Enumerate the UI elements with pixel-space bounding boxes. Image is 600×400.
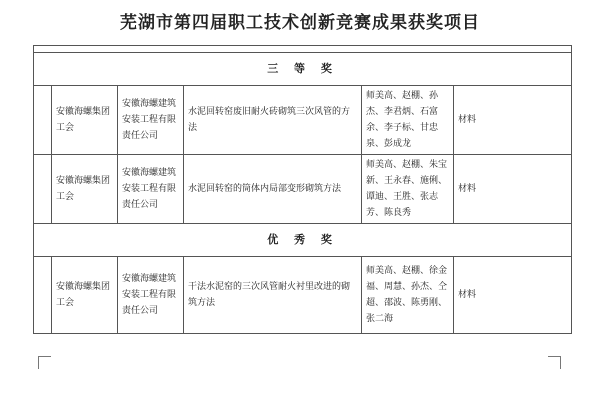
members-cell: 师美高、赵棚、孙杰、李君炳、石富余、李子标、甘忠泉、彭成龙 <box>362 86 454 155</box>
table-row <box>34 86 572 155</box>
row-spacer-cell <box>34 155 52 224</box>
union-cell: 安徽海螺集团工会 <box>52 257 118 334</box>
section-heading-row <box>34 53 572 86</box>
page-corner-mark-right <box>548 356 561 369</box>
table-top-spacer <box>34 46 572 53</box>
members-cell: 师美高、赵棚、徐金福、周慧、孙杰、仝超、邵波、陈勇刚、张二海 <box>362 257 454 334</box>
award-table <box>33 45 572 334</box>
section-heading-row <box>34 224 572 257</box>
project-cell: 水泥回转窑废旧耐火砖砌筑三次风管的方法 <box>184 86 362 155</box>
company-cell: 安徽海螺建筑安装工程有限责任公司 <box>118 86 184 155</box>
row-spacer-cell <box>34 86 52 155</box>
company-cell: 安徽海螺建筑安装工程有限责任公司 <box>118 155 184 224</box>
members-cell: 师美高、赵棚、朱宝新、王永春、施俐、谭迪、王胜、张志芳、陈良秀 <box>362 155 454 224</box>
project-cell: 水泥回转窑的筒体内局部变形砌筑方法 <box>184 155 362 224</box>
category-cell: 材料 <box>454 257 572 334</box>
page-title: 芜湖市第四届职工技术创新竞赛成果获奖项目 <box>120 13 480 33</box>
table-row <box>34 155 572 224</box>
category-cell: 材料 <box>454 86 572 155</box>
company-cell: 安徽海螺建筑安装工程有限责任公司 <box>118 257 184 334</box>
category-cell: 材料 <box>454 155 572 224</box>
project-cell: 干法水泥窑的三次风管耐火衬里改进的砌筑方法 <box>184 257 362 334</box>
table-row <box>34 257 572 334</box>
page-corner-mark-left <box>38 356 51 369</box>
union-cell: 安徽海螺集团工会 <box>52 86 118 155</box>
row-spacer-cell <box>34 257 52 334</box>
section-heading-excellence-award: 优 秀 奖 <box>34 224 572 257</box>
section-heading-third-prize: 三 等 奖 <box>34 53 572 86</box>
union-cell: 安徽海螺集团工会 <box>52 155 118 224</box>
